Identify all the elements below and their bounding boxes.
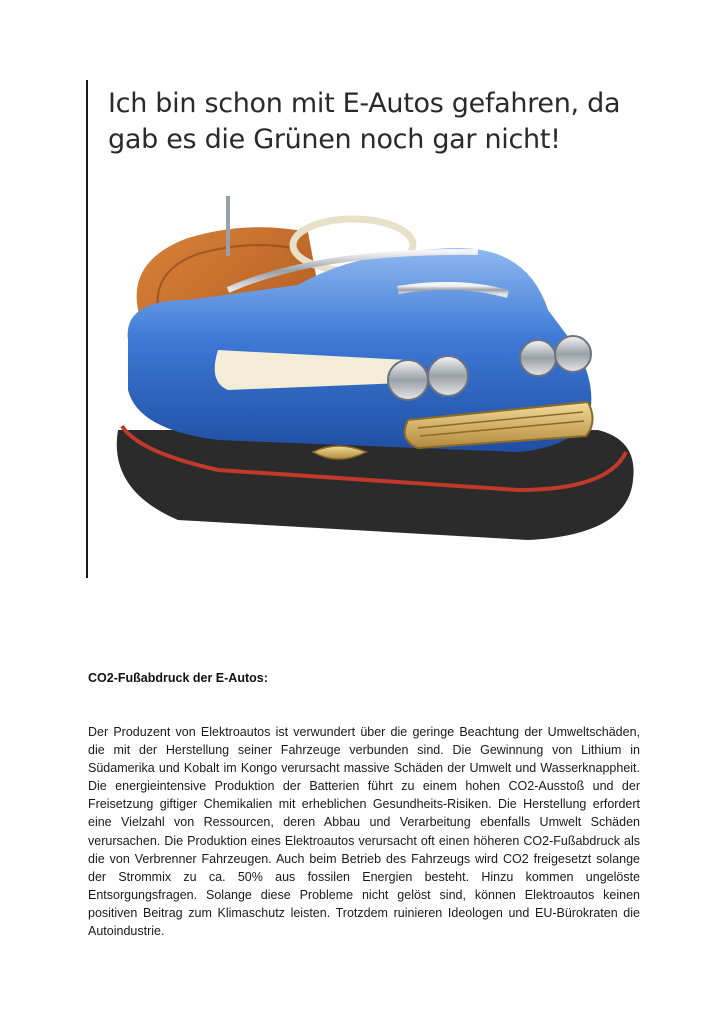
bumper-car-illustration [98, 190, 638, 560]
headlight [520, 340, 556, 376]
rubber-bumper [117, 430, 634, 540]
antenna [226, 196, 230, 256]
article-heading: CO2-Fußabdruck der E-Autos: [88, 671, 268, 685]
headlight [428, 356, 468, 396]
headlight [555, 336, 591, 372]
headlight [388, 360, 428, 400]
meme-caption: Ich bin schon mit E-Autos gefahren, da gab es die Grünen noch gar nicht! [108, 88, 621, 155]
article-body: Der Produzent von Elektroautos ist verwundert über die geringe Beachtung der Umweltschäden, die mit der Herstellung seiner Fahrzeuge verbunden sind. Die Gewinnung von Lithium in Südamerika und Kobalt im Kongo verursacht massive Schäden der Umwelt und Wasserknappheit. Die energieintensive Produktion der Batterien führt zu einem hohen CO2-Ausstoß und der Freisetzung giftiger Chemikalien mit erheblichen Gesundheits-Risiken. Die Herstellung erfordert eine Vielzahl von Ressourcen, deren Abbau und Verarbeitung ebenfalls Umwelt Schäden verursachen. Die Produktion eines Elektroautos verursacht oft einen höheren CO2-Fußabdruck als die von Verbrenner Fahrzeugen. Auch beim Betrieb des Fahrzeugs wird CO2 freigesetzt solange der Strommix zu ca. 50% aus fossilen Energien besteht. Hinzu kommen ungelöste Entsorgungsfragen. Solange diese Probleme nicht gelöst sind, können Elektroautos keinen positiven Beitrag zum Klimaschutz leisten. Trotzdem ruinieren Ideologen und EU-Bürokraten die Autoindustrie. [88, 725, 640, 939]
meme-left-border [86, 80, 88, 578]
